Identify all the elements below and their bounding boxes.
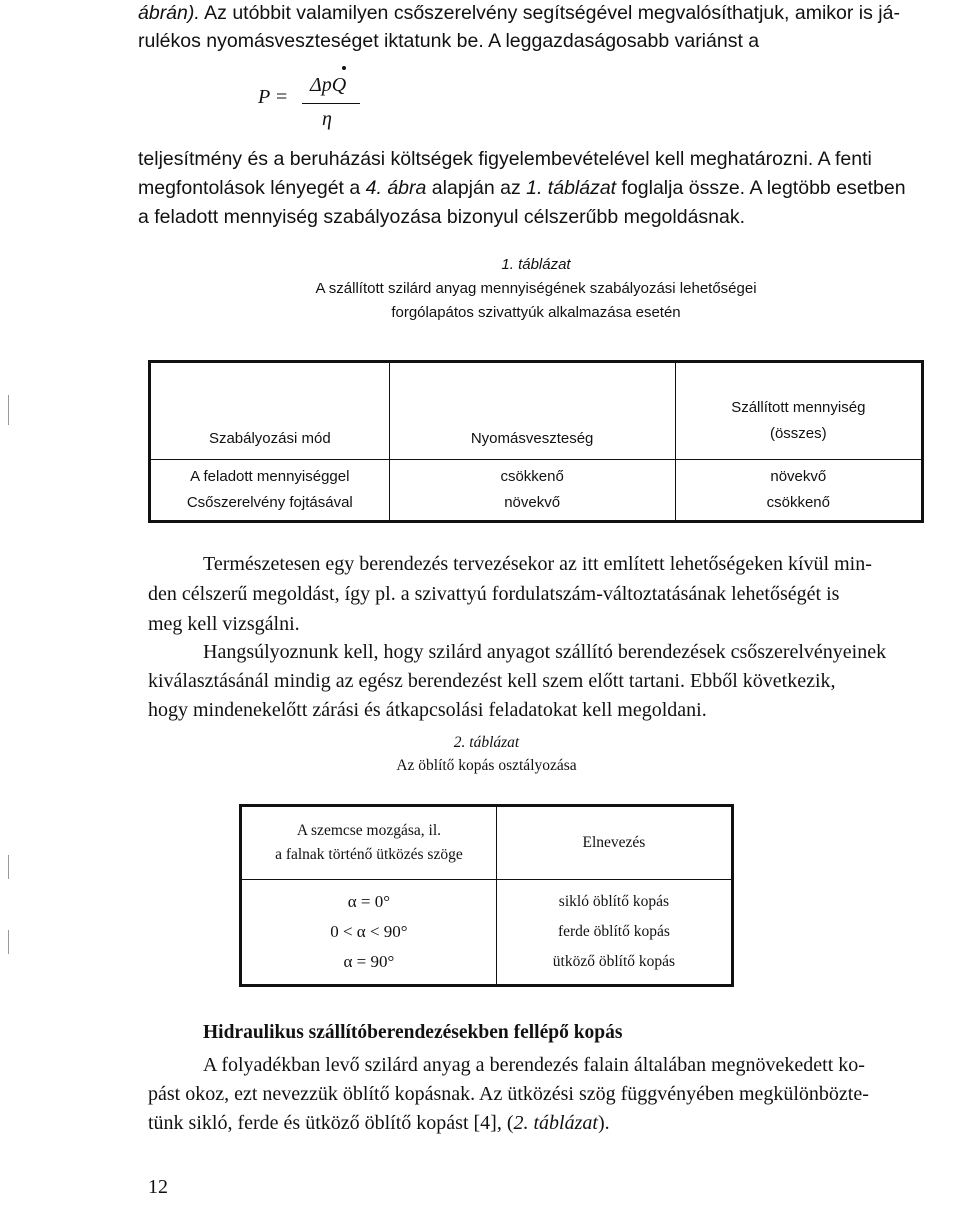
table1-cell: Csőszerelvény fojtásával (186, 494, 353, 511)
table2-cell: ferde öblítő kopás (557, 923, 670, 940)
table1-cell: csökkenő (500, 468, 564, 485)
table2-cell: sikló öblítő kopás (558, 893, 670, 910)
scan-mark (8, 855, 9, 879)
para1-text-e: foglalja össze. A legtöbb esetben (616, 177, 906, 199)
table2-caption: Az öblítő kopás osztályozása (396, 757, 577, 774)
para3-line-1: Hangsúlyoznunk kell, hogy szilárd anyagot szállító berendezések csőszerelvényeinek (203, 641, 887, 663)
table2-header-angle-line-2: a falnak történő ütközés szöge (275, 846, 463, 863)
table2-header-angle-line-1: A szemcse mozgása, il. (296, 822, 442, 839)
section-line-1: A folyadékban levő szilárd anyag a berendezés falain általában megnövekedett ko- (203, 1054, 865, 1076)
formula-denominator: η (322, 108, 332, 130)
intro-line-2: rulékos nyomásveszteséget iktatunk be. A leggazdaságosabb variánst a (138, 30, 760, 52)
para3-line-3: hogy mindenekelőtt zárási és átkapcsolási feladatokat kell megoldani. (148, 699, 707, 721)
para1-text-c: alapján az (426, 177, 527, 199)
table2-header-name: Elnevezés (496, 806, 732, 880)
table1-header-mode: Szabályozási mód (150, 362, 390, 460)
table1-header-pressure-loss: Nyomásveszteség (389, 362, 675, 460)
formula-numerator: ΔpQ (310, 74, 347, 96)
table-row (241, 880, 733, 986)
table2-cell: α = 0° (347, 892, 391, 911)
para1-line-2 (138, 177, 906, 200)
para3-line-2: kiválasztásánál mindig az egész berendezést kell szem előtt tartani. Ebből következik, (148, 670, 836, 692)
para1-line-3: a feladott mennyiség szabályozása bizonyul célszerűbb megoldásnak. (138, 206, 746, 228)
section-heading: Hidraulikus szállítóberendezésekben fellépő kopás (203, 1022, 623, 1043)
table-row (150, 460, 923, 522)
table2-reference: 2. táblázat (513, 1112, 598, 1134)
table2-col-name (496, 880, 732, 986)
scan-mark (8, 395, 9, 425)
table1-header-quantity-line-1: Szállított mennyiség (731, 399, 866, 416)
table1-cell: csökkenő (766, 494, 830, 511)
para1-line-1: teljesítmény és a beruházási költségek figyelembevételével kell meghatározni. A fenti (138, 148, 872, 170)
figure-reference: 4. ábra (365, 177, 427, 199)
para2-line-3: meg kell vizsgálni. (148, 613, 300, 635)
section-line-2: pást okoz, ezt nevezzük öblítő kopásnak. Az ütközési szög függvényében megkülönbözte- (148, 1083, 869, 1105)
formula-flow-dot (342, 66, 346, 70)
formula-fraction-bar (302, 103, 360, 104)
formula-equals: = (276, 86, 288, 108)
intro-line-1 (138, 2, 900, 25)
table1-col-mode (150, 460, 390, 522)
section-line-3 (148, 1112, 610, 1135)
table1-cell: növekvő (770, 468, 827, 485)
table1-label: 1. táblázat (501, 256, 571, 273)
table1-header-quantity (675, 362, 922, 460)
table1-col-pressure (389, 460, 675, 522)
table2 (239, 804, 734, 987)
table2-header-row (241, 806, 733, 880)
table2-col-angle (241, 880, 497, 986)
table2-cell: 0 < α < 90° (330, 922, 408, 941)
intro-figure-ref: ábrán). (138, 2, 200, 24)
formula-lhs: P (258, 86, 271, 108)
table1-caption-line-2: forgólapátos szivattyúk alkalmazása esetén (391, 304, 681, 321)
table-reference: 1. táblázat (526, 177, 617, 199)
table2-label: 2. táblázat (453, 734, 520, 751)
para2-line-1: Természetesen egy berendezés tervezésekor az itt említett lehetőségeken kívül min- (203, 553, 872, 575)
table2-cell: ütköző öblítő kopás (552, 953, 676, 970)
section-line-3-text-a: tünk sikló, ferde és ütköző öblítő kopást [4], ( (148, 1112, 514, 1134)
table1-cell: A feladott mennyiséggel (190, 468, 350, 485)
para1-text-a: megfontolások lényegét a (138, 177, 366, 199)
table2-header-angle (241, 806, 497, 880)
table1-header-row (150, 362, 923, 460)
section-line-3-text-c: ). (597, 1112, 610, 1134)
intro-line-1-text: Az utóbbit valamilyen csőszerelvény segítségével megvalósíthatjuk, amikor is já- (199, 2, 900, 24)
table1-cell: növekvő (504, 494, 561, 511)
table1-col-quantity (675, 460, 922, 522)
scan-mark (8, 930, 9, 954)
table1-header-quantity-line-2: (összes) (769, 425, 827, 442)
para2-line-2: den célszerű megoldást, így pl. a szivattyú fordulatszám-változtatásának lehetőségét is (148, 583, 840, 605)
page-number: 12 (148, 1176, 168, 1198)
table2-cell: α = 90° (343, 952, 395, 971)
table1 (148, 360, 924, 523)
table1-caption-line-1: A szállított szilárd anyag mennyiségének szabályozási lehetőségei (315, 280, 757, 297)
